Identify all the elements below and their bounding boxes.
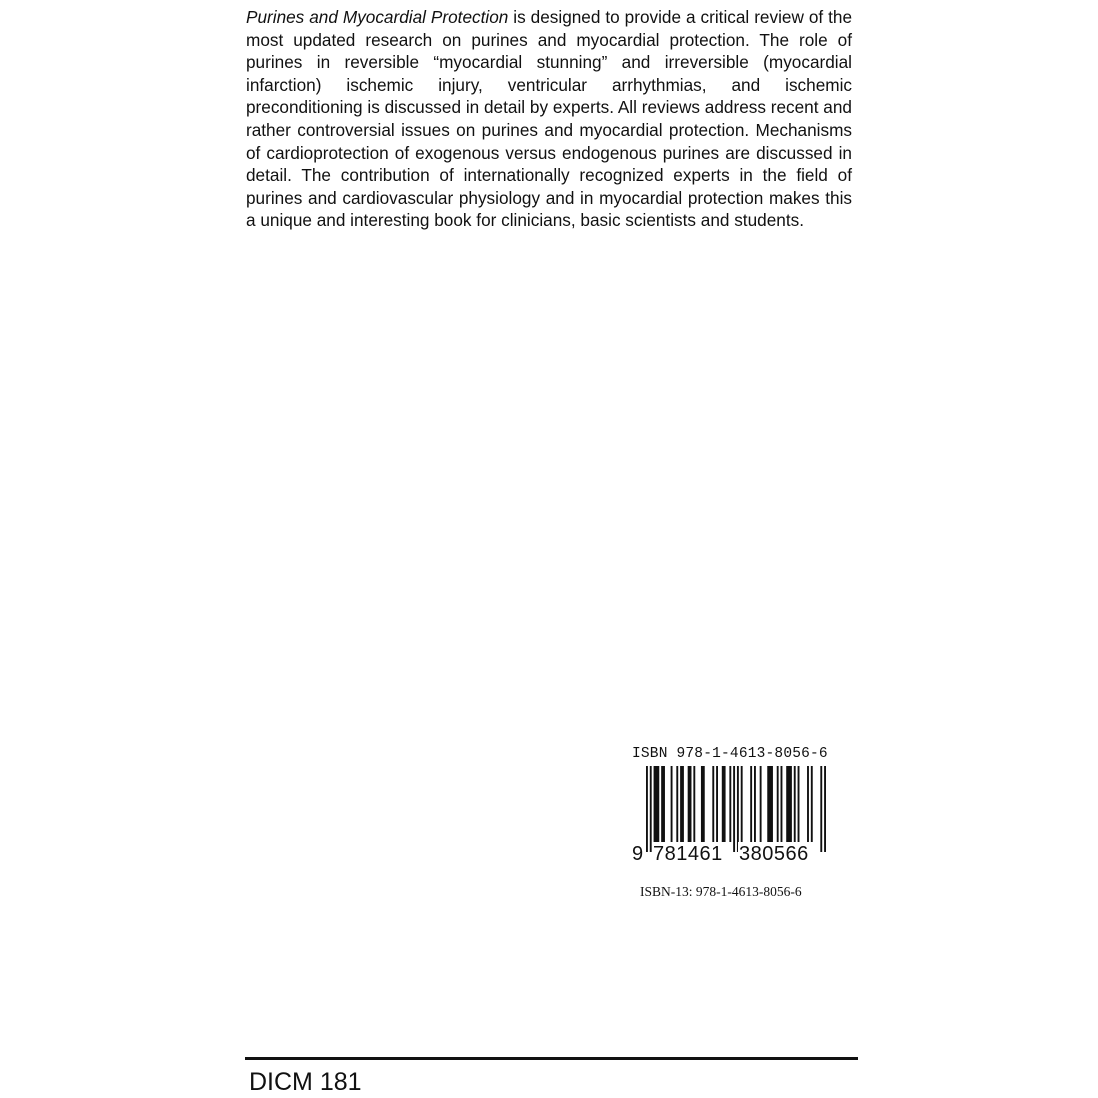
barcode-bar xyxy=(824,766,826,852)
barcode-bar xyxy=(767,766,773,842)
barcode-bar xyxy=(820,766,822,852)
barcode-bar xyxy=(716,766,718,842)
series-code: DICM 181 xyxy=(249,1068,362,1096)
isbn-header: ISBN 978-1-4613-8056-6 xyxy=(632,746,828,762)
back-cover-description xyxy=(246,6,852,232)
barcode-bar xyxy=(794,766,796,842)
barcode-bar xyxy=(777,766,779,842)
barcode-bar xyxy=(737,766,739,852)
barcode-bar xyxy=(798,766,800,842)
barcode-bar xyxy=(729,766,731,842)
footer-rule xyxy=(245,1057,858,1060)
barcode-bar xyxy=(712,766,714,842)
barcode-bar xyxy=(701,766,705,842)
barcode-bar xyxy=(741,766,743,842)
ean-barcode xyxy=(646,766,826,852)
barcode-bar xyxy=(733,766,735,852)
barcode-bar xyxy=(781,766,783,842)
barcode-bar xyxy=(811,766,813,842)
barcode-bar xyxy=(661,766,665,842)
barcode-bar xyxy=(807,766,809,842)
barcode-bar xyxy=(722,766,726,842)
barcode-bar xyxy=(654,766,660,842)
barcode-bar xyxy=(650,766,652,852)
barcode-digits-left: 781461 xyxy=(653,843,723,865)
barcode-bar xyxy=(754,766,756,842)
barcode-bar xyxy=(693,766,695,842)
barcode-digits-right: 380566 xyxy=(739,843,809,865)
isbn13-label: ISBN-13: 978-1-4613-8056-6 xyxy=(640,884,802,899)
barcode-bar xyxy=(676,766,678,842)
barcode-bar xyxy=(671,766,673,842)
barcode-bar xyxy=(646,766,648,852)
barcode-bar xyxy=(688,766,692,842)
description-text: is designed to provide a critical review of the most updated research on purines and myocardial protection. The role of purines in reversible “myocardial stunning” and irreversible (myocardial infarction) ischemic injury, ventricular arrhythmias, and ischemic preconditioning is discussed in detail by experts. All reviews address recent and rather controversial issues on purines and myocardial protection. Mechanisms of cardioprotection of exogenous versus endogenous purines are discussed in detail. The contribution of internationally recognized experts in the field of purines and cardiovascular physiology and in myocardial protection makes this a unique and interesting book for clinicians, basic scientists and students. xyxy=(246,7,853,231)
barcode-bars xyxy=(646,766,826,852)
barcode-bar xyxy=(760,766,762,842)
barcode-digit-first: 9 xyxy=(632,843,644,865)
barcode-bar xyxy=(750,766,752,842)
book-title-italic: Purines and Myocardial Protection xyxy=(246,7,509,27)
barcode-bar xyxy=(786,766,792,842)
barcode-bar xyxy=(680,766,684,842)
